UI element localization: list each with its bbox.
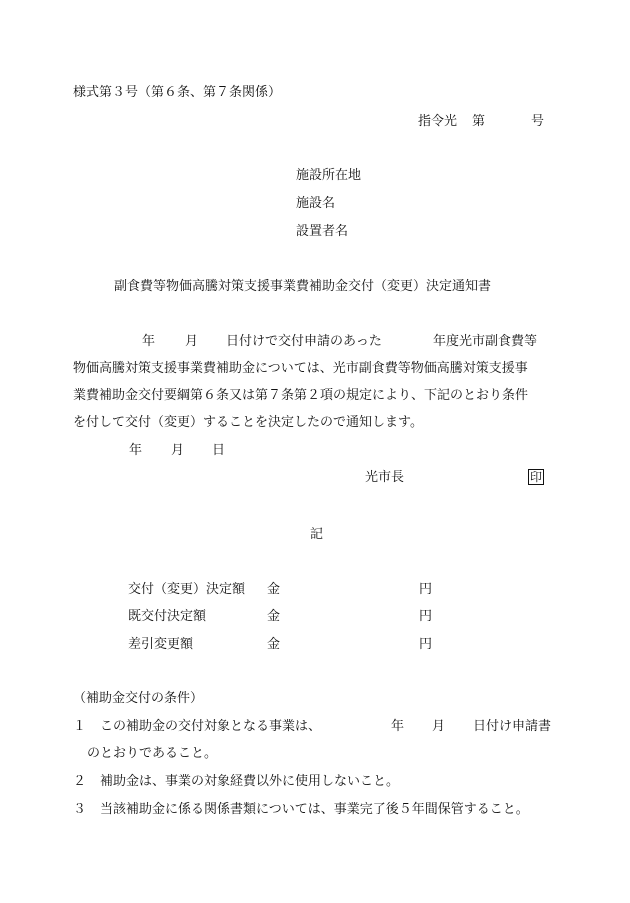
condition-2-num: ２ (73, 774, 87, 789)
condition-2-text: 補助金は、事業の対象経費以外に使用しないこと。 (100, 774, 400, 789)
amount-kin-2: 金 (267, 609, 281, 624)
document-title: 副食費等物価高騰対策支援事業費補助金交付（変更）決定通知書 (114, 279, 492, 294)
facility-installer-label: 設置者名 (296, 224, 349, 239)
doc-number-dai: 第 (472, 114, 486, 129)
body-line4: を付して交付（変更）することを決定したので通知します。 (73, 415, 423, 430)
condition-1-cont: のとおりであること。 (87, 746, 218, 761)
body-line3: 業費補助金交付要綱第６条又は第７条第２項の規定により、下記のとおり条件 (73, 388, 529, 403)
facility-location-label: 施設所在地 (296, 168, 362, 183)
condition-1-month: 月 (432, 719, 446, 734)
body-line2: 物価高騰対策支援事業費補助金については、光市副食費等物価高騰対策支援事 (73, 361, 528, 376)
conditions-heading: （補助金交付の条件） (73, 691, 204, 706)
facility-name-label: 施設名 (296, 196, 336, 211)
amount-yen-3: 円 (419, 637, 433, 652)
ki-heading: 記 (310, 527, 324, 542)
amount-yen-1: 円 (419, 582, 433, 597)
amount-label-1: 交付（変更）決定額 (128, 582, 246, 597)
amount-kin-1: 金 (267, 582, 281, 597)
seal-mark: 印 (530, 470, 543, 484)
date-day: 日 (212, 443, 226, 458)
body-line1-year: 年 (142, 334, 156, 349)
date-month: 月 (171, 443, 185, 458)
doc-number-go: 号 (531, 114, 545, 129)
amount-label-2: 既交付決定額 (128, 609, 207, 624)
mayor-title: 光市長 (365, 470, 405, 485)
body-line1-tail: 年度光市副食費等 (433, 334, 538, 349)
condition-1-text: この補助金の交付対象となる事業は、 (100, 719, 322, 734)
body-line1-month: 月 (185, 334, 199, 349)
date-year: 年 (129, 443, 143, 458)
form-label: 様式第３号（第６条、第７条関係） (73, 85, 282, 100)
condition-1-num: １ (73, 719, 87, 734)
amount-yen-2: 円 (419, 609, 433, 624)
amount-kin-3: 金 (267, 637, 281, 652)
condition-1-year: 年 (391, 719, 405, 734)
condition-1-tail: 日付け申請書 (473, 719, 552, 734)
body-line1-rest: 日付けで交付申請のあった (226, 334, 382, 349)
condition-3-text: 当該補助金に係る関係書類については、事業完了後５年間保管すること。 (100, 802, 529, 817)
amount-label-3: 差引変更額 (128, 637, 194, 652)
doc-number-prefix: 指令光 (418, 114, 458, 129)
condition-3-num: ３ (73, 802, 87, 817)
